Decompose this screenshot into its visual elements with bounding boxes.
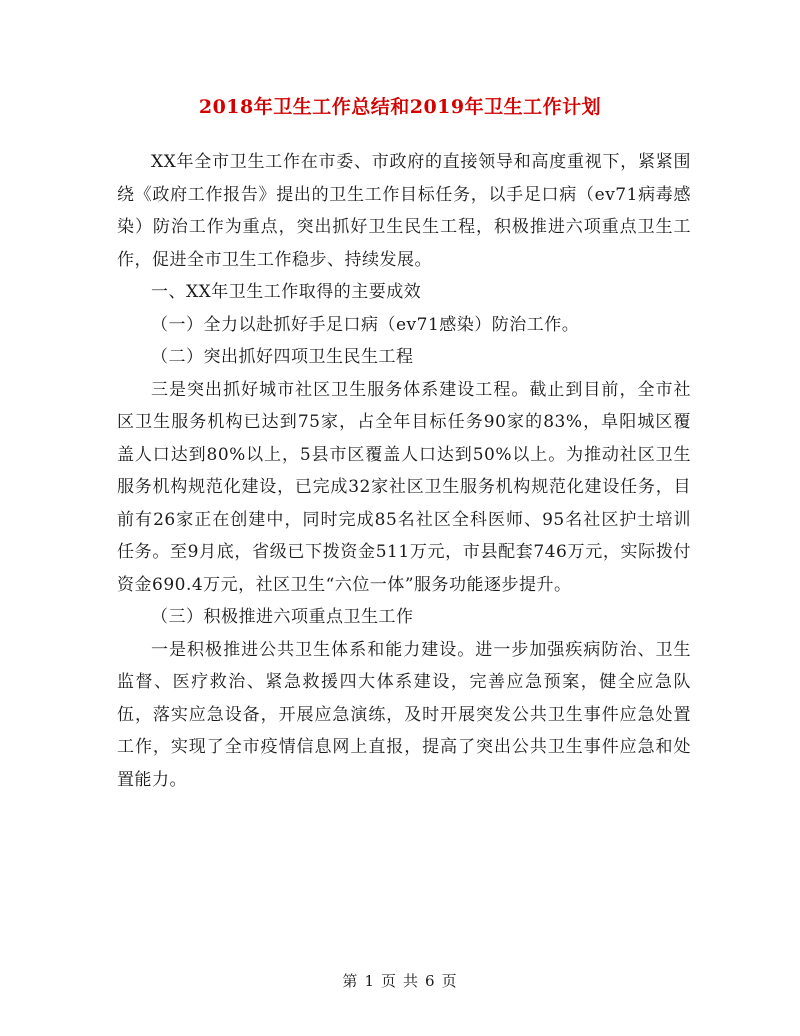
- public-health-paragraph: 一是积极推进公共卫生体系和能力建设。进一步加强疾病防治、卫生监督、医疗救治、紧急救援四大体系建设，完善应急预案，健全应急队伍，落实应急设备，开展应急演练，及时开展突发公共卫生事件应急处置工作，实现了全市疫情信息网上直报，提高了突出公共卫生事件应急和处置能力。: [117, 639, 691, 790]
- subheading-hfmd-prevention: （一）全力以赴抓好手足口病（ev71感染）防治工作。: [151, 314, 580, 335]
- document-title: 2018年卫生工作总结和2019年卫生工作计划: [198, 96, 602, 118]
- footer-label-page: 第: [342, 972, 359, 990]
- subheading-livelihood-projects: （二）突出抓好四项卫生民生工程: [151, 347, 414, 367]
- footer-label-unit: 页: [380, 972, 397, 990]
- footer-label-total: 共: [403, 972, 420, 990]
- community-health-paragraph: 三是突出抓好城市社区卫生服务体系建设工程。截止到目前，全市社区卫生服务机构已达到75家，占全年目标任务90家的83%，阜阳城区覆盖人口达到80%以上，5县市区覆盖人口达到50%以上。为推动社区卫生服务机构规范化建设，已完成32家社区卫生服务机构规范化建设任务，目前有26家正在创建中，同时完成85名社区全科医师、95名社区护士培训任务。至9月底，省级已下拨资金511万元，市县配套746万元，实际拨付资金690.4万元，社区卫生“六位一体”服务功能逐步提升。: [117, 379, 691, 595]
- section-heading-achievements: 一、XX年卫生工作取得的主要成效: [151, 282, 422, 302]
- footer-total-pages: 6: [425, 972, 436, 990]
- footer-current-page: 1: [364, 972, 375, 990]
- document-body: [117, 146, 691, 796]
- subheading-key-health-work: （三）积极推进六项重点卫生工作: [151, 607, 414, 627]
- intro-paragraph: XX年全市卫生工作在市委、市政府的直接领导和高度重视下，紧紧围绕《政府工作报告》提出的卫生工作目标任务，以手足口病（ev71病毒感染）防治工作为重点，突出抓好卫生民生工程，积极推进六项重点卫生工作，促进全市卫生工作稳步、持续发展。: [117, 152, 691, 270]
- page-footer: [0, 970, 800, 991]
- footer-label-unit2: 页: [441, 972, 458, 990]
